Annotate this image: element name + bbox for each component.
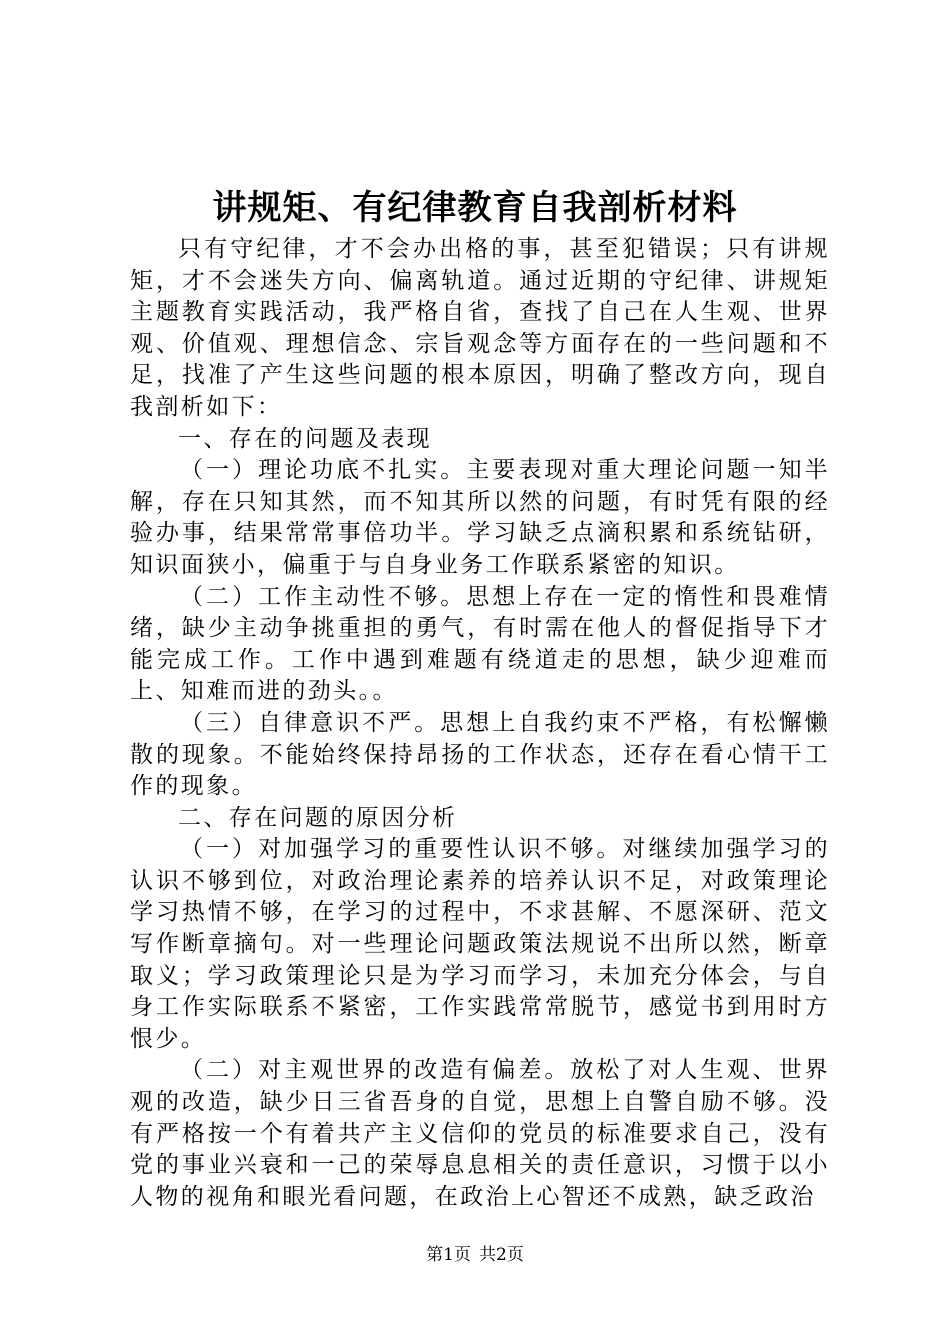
intro-paragraph: 只有守纪律，才不会办出格的事，甚至犯错误；只有讲规矩，才不会迷失方向、偏离轨道。通过近期的守纪律、讲规矩主题教育实践活动，我严格自省，查找了自己在人生观、世界观、价值观、理想信念、宗旨观念等方面存在的一些问题和不足，找准了产生这些问题的根本原因，明确了整改方向，现自我剖析如下：: [130, 236, 830, 420]
paragraph-1-1: （一）理论功底不扎实。主要表现对重大理论问题一知半解，存在只知其然，而不知其所以然的问题，有时凭有限的经验办事，结果常常事倍功半。学习缺乏点滴积累和系统钻研，知识面狭小，偏重于与自身业务工作联系紧密的知识。: [130, 457, 830, 578]
paragraph-1-2: （二）工作主动性不够。思想上存在一定的惰性和畏难情绪，缺少主动争挑重担的勇气，有时需在他人的督促指导下才能完成工作。工作中遇到难题有绕道走的思想，缺少迎难而上、知难而进的劲头。。: [130, 583, 830, 705]
paragraph-2-2: （二）对主观世界的改造有偏差。放松了对人生观、世界观的改造，缺少日三省吾身的自觉，思想上自警自励不够。没有严格按一个有着共产主义信仰的党员的标准要求自己，没有党的事业兴衰和一己的荣辱息息相关的责任意识，习惯于以小人物的视角和眼光看问题，在政治上心智还不成熟，缺乏政治: [130, 1057, 830, 1210]
section-heading-2: 二、存在问题的原因分析: [178, 804, 458, 831]
page-number-total: 共2页: [479, 1245, 524, 1265]
page-footer: [0, 1243, 950, 1267]
page-number-current: 第1页: [426, 1245, 471, 1265]
section-heading-1: 一、存在的问题及表现: [178, 425, 432, 452]
paragraph-2-1: （一）对加强学习的重要性认识不够。对继续加强学习的认识不够到位，对政治理论素养的培养认识不足，对政策理论学习热情不够，在学习的过程中，不求甚解、不愿深研、范文写作断章摘句。对一些理论问题政策法规说不出所以然，断章取义；学习政策理论只是为学习而学习，未加充分体会，与自身工作实际联系不紧密，工作实践常常脱节，感觉书到用时方恨少。: [130, 836, 830, 1052]
paragraph-1-3: （三）自律意识不严。思想上自我约束不严格，有松懈懒散的现象。不能始终保持昂扬的工作状态，还存在看心情干工作的现象。: [130, 709, 830, 800]
document-title: 讲规矩、有纪律教育自我剖析材料: [212, 188, 738, 228]
document-body: [130, 234, 830, 1213]
